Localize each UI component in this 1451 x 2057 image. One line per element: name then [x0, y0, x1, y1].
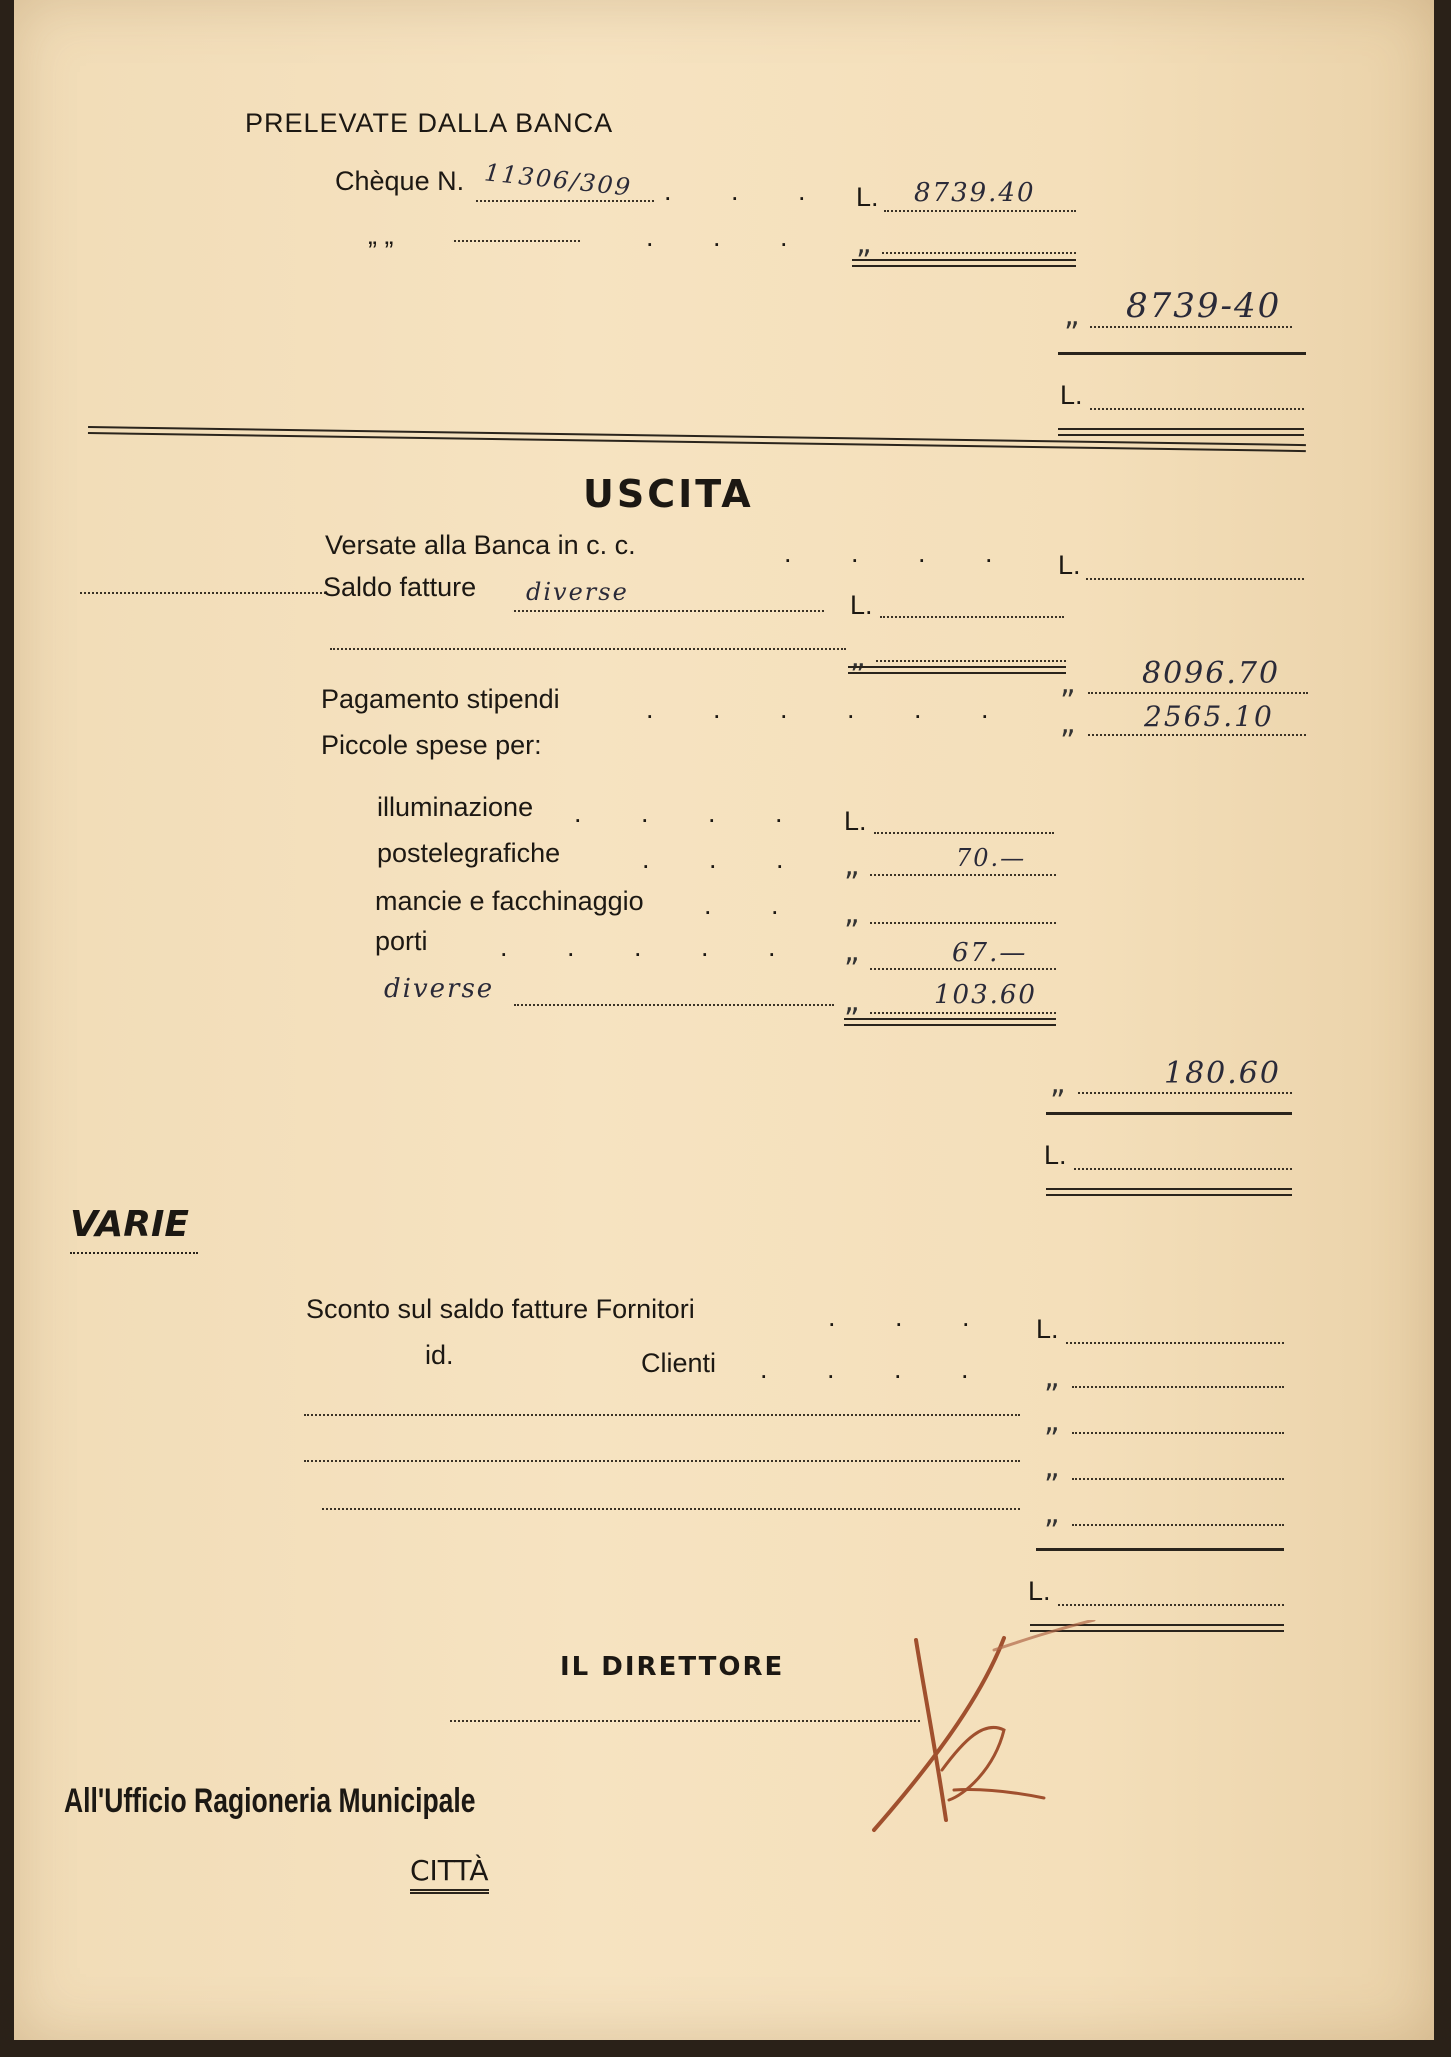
ditto-mark: „ [856, 226, 872, 261]
item-label: postelegrafiche [377, 838, 561, 868]
item-label: porti [375, 926, 428, 956]
varie-underline [70, 1252, 198, 1254]
amount-line [1088, 734, 1306, 736]
amount-line [1088, 692, 1308, 694]
amount-line [1090, 326, 1292, 328]
leader-dots: . . . [664, 176, 832, 206]
double-rule [848, 666, 1066, 674]
ditto-mark: „ [1060, 706, 1076, 741]
double-rule [1058, 428, 1304, 436]
saldo-label: Saldo fatture [323, 572, 477, 602]
ditto-mark: „ [844, 896, 860, 931]
item-amount: 70.— [956, 844, 1027, 872]
signature-label: IL DIRETTORE [560, 1652, 785, 1682]
ditto-mark: „ [844, 848, 860, 883]
ditto-mark: „ [1044, 1404, 1060, 1439]
ditto-mark: „ [1044, 1450, 1060, 1485]
document-page [14, 0, 1434, 2040]
amount-line [870, 874, 1056, 876]
currency-label: L. [1044, 1140, 1067, 1170]
amount-line [1086, 578, 1304, 580]
currency-label: L. [850, 590, 873, 620]
ditto-mark: „ [1060, 666, 1076, 701]
amount-line [1078, 1092, 1292, 1094]
double-rule [852, 259, 1076, 267]
leader-dots: . . . [642, 844, 810, 874]
ditto-mark: „ [1064, 298, 1080, 333]
amount-line [870, 922, 1056, 924]
leader-dots: . . . . [760, 1354, 995, 1384]
amount-line [884, 210, 1076, 212]
amount-line [1072, 1478, 1284, 1480]
item-label: mancie e facchinaggio [375, 886, 644, 916]
ditto-mark: „ [1050, 1066, 1066, 1101]
currency-label: L. [856, 182, 879, 212]
amount-line [1090, 408, 1304, 410]
blank-line [304, 1460, 1020, 1462]
section-title-uscita: USCITA [583, 472, 754, 516]
ditto-mark: „ [1044, 1360, 1060, 1395]
saldo-total: 8096.70 [1142, 656, 1281, 691]
section-title-prelevate: PRELEVATE DALLA BANCA [245, 108, 614, 138]
item-amount: 103.60 [934, 980, 1037, 1010]
piccole-total: 180.60 [1164, 1056, 1281, 1091]
recipient-office: All'Ufficio Ragioneria Municipale [64, 1782, 476, 1820]
item-amount: 67.— [952, 938, 1028, 968]
leader-dots: . . . . [574, 798, 809, 828]
blank-line [322, 1508, 1020, 1510]
amount-line [1074, 1168, 1292, 1170]
total-rule [1058, 352, 1306, 355]
amount-line [870, 968, 1056, 970]
stipendi-label: Pagamento stipendi [321, 684, 560, 714]
ditto-mark: „ [850, 640, 866, 675]
ditto-mark: „ [844, 934, 860, 969]
leader-dots: . . . . . . [646, 694, 1015, 724]
sconto-label: Sconto sul saldo fatture Fornitori [306, 1294, 695, 1324]
item-label-handwritten: diverse [384, 974, 495, 1004]
ditto-mark: „ [844, 984, 860, 1019]
amount-line [1072, 1432, 1284, 1434]
currency-label: L. [1036, 1314, 1059, 1344]
blank-line [330, 648, 846, 650]
amount-line [1072, 1386, 1284, 1388]
amount-line [880, 616, 1064, 618]
double-rule [844, 1018, 1056, 1026]
amount-line [1058, 1604, 1284, 1606]
saldo-detail: diverse [526, 578, 629, 606]
clienti-label: Clienti [641, 1348, 717, 1378]
cheque-amount: 8739.40 [914, 178, 1036, 208]
currency-label: L. [1058, 550, 1081, 580]
prelevate-subtotal: 8739-40 [1126, 286, 1282, 326]
currency-label: L. [1060, 380, 1083, 410]
item-label: illuminazione [377, 792, 534, 822]
amount-line [876, 660, 1066, 662]
detail-line [514, 610, 824, 612]
ditto-marks: „ „ [368, 220, 394, 250]
double-rule [1046, 1188, 1292, 1196]
amount-line [1072, 1524, 1284, 1526]
leader-dots: . . . . [784, 538, 1019, 568]
amount-line [1066, 1342, 1284, 1344]
blank-line [304, 1414, 1020, 1416]
amount-line [874, 832, 1054, 834]
cheque-label: Chèque N. [335, 166, 465, 196]
section-title-varie: VARIE [70, 1204, 189, 1245]
cheque-number-value: 11306/309 [482, 158, 634, 202]
signature-line [450, 1720, 920, 1722]
currency-label: L. [1028, 1576, 1051, 1606]
cheque-number-line-2 [454, 240, 580, 242]
total-rule [1046, 1112, 1292, 1115]
leader-dots: . . . . . [500, 932, 802, 962]
amount-line [870, 1012, 1056, 1014]
total-rule [1036, 1548, 1284, 1551]
amount-line [882, 252, 1076, 254]
recipient-city: CITTÀ [410, 1854, 489, 1894]
leader-dots: . . . [828, 1302, 996, 1332]
currency-label: L. [844, 806, 867, 836]
detail-line [514, 1004, 834, 1006]
leader-dots: . . [704, 890, 805, 920]
blank-line [80, 592, 326, 594]
ditto-mark: „ [1044, 1496, 1060, 1531]
director-signature-icon [854, 1620, 1114, 1850]
versate-label: Versate alla Banca in c. c. [325, 530, 636, 560]
piccole-label: Piccole spese per: [321, 730, 542, 760]
stipendi-amount: 2565.10 [1144, 700, 1274, 733]
id-label: id. [425, 1340, 454, 1370]
leader-dots: . . . [646, 222, 814, 252]
